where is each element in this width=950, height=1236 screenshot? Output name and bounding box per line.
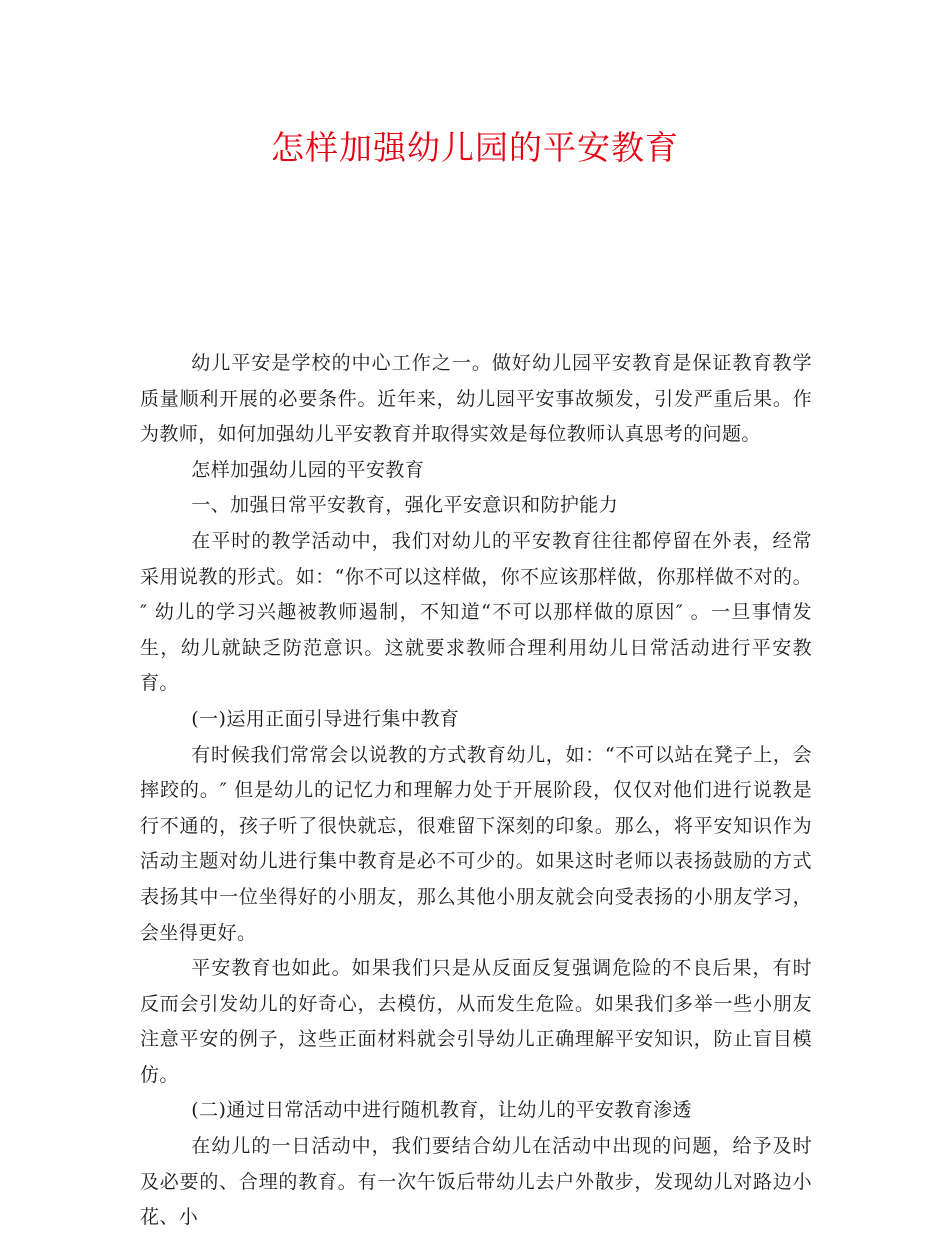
section-heading-1: 一、加强日常平安教育，强化平安意识和防护能力	[191, 494, 619, 517]
paragraph: 在平时的教学活动中，我们对幼儿的平安教育往往都停留在外表，经常采用说教的形式。如：“你不可以这样做，你不应该那样做，你那样做不对的。″ 幼儿的学习兴趣被教师遏制，不知道“不可以那样做的原因″ 。一旦事情发生，幼儿就缺乏防范意识。这就要求教师合理利用幼儿日常活动进行平安教育。	[140, 529, 812, 695]
paragraph: 有时候我们常常会以说教的方式教育幼儿，如：“不可以站在凳子上，会摔跤的。″ 但是幼儿的记忆力和理解力处于开展阶段，仅仅对他们进行说教是行不通的，孩子听了很快就忘，很难留下深刻的印象。那么，将平安知识作为活动主题对幼儿进行集中教育是必不可少的。如果这时老师以表扬鼓励的方式表扬其中一位坐得好的小朋友，那么其他小朋友就会向受表扬的小朋友学习，会坐得更好。	[140, 743, 812, 944]
subsection-heading-2: (二)通过日常活动中进行随机教育，让幼儿的平安教育渗透	[191, 1099, 692, 1122]
document-title: 怎样加强幼儿园的平安教育	[271, 128, 679, 167]
document-body	[140, 346, 812, 1236]
subsection-heading-1: (一)运用正面引导进行集中教育	[191, 707, 460, 730]
paragraph: 平安教育也如此。如果我们只是从反面反复强调危险的不良后果，有时反而会引发幼儿的好奇心，去模仿，从而发生危险。如果我们多举一些小朋友注意平安的例子，这些正面材料就会引导幼儿正确理解平安知识，防止盲目模仿。	[140, 957, 812, 1086]
paragraph: 在幼儿的一日活动中，我们要结合幼儿在活动中出现的问题，给予及时及必要的、合理的教育。有一次午饭后带幼儿去户外散步，发现幼儿对路边小花、小	[140, 1135, 812, 1229]
paragraph-intro: 幼儿平安是学校的中心工作之一。做好幼儿园平安教育是保证教育教学质量顺利开展的必要条件。近年来，幼儿园平安事故频发，引发严重后果。作为教师，如何加强幼儿平安教育并取得实效是每位教师认真思考的问题。	[140, 352, 812, 446]
paragraph-subtitle: 怎样加强幼儿园的平安教育	[191, 458, 425, 481]
